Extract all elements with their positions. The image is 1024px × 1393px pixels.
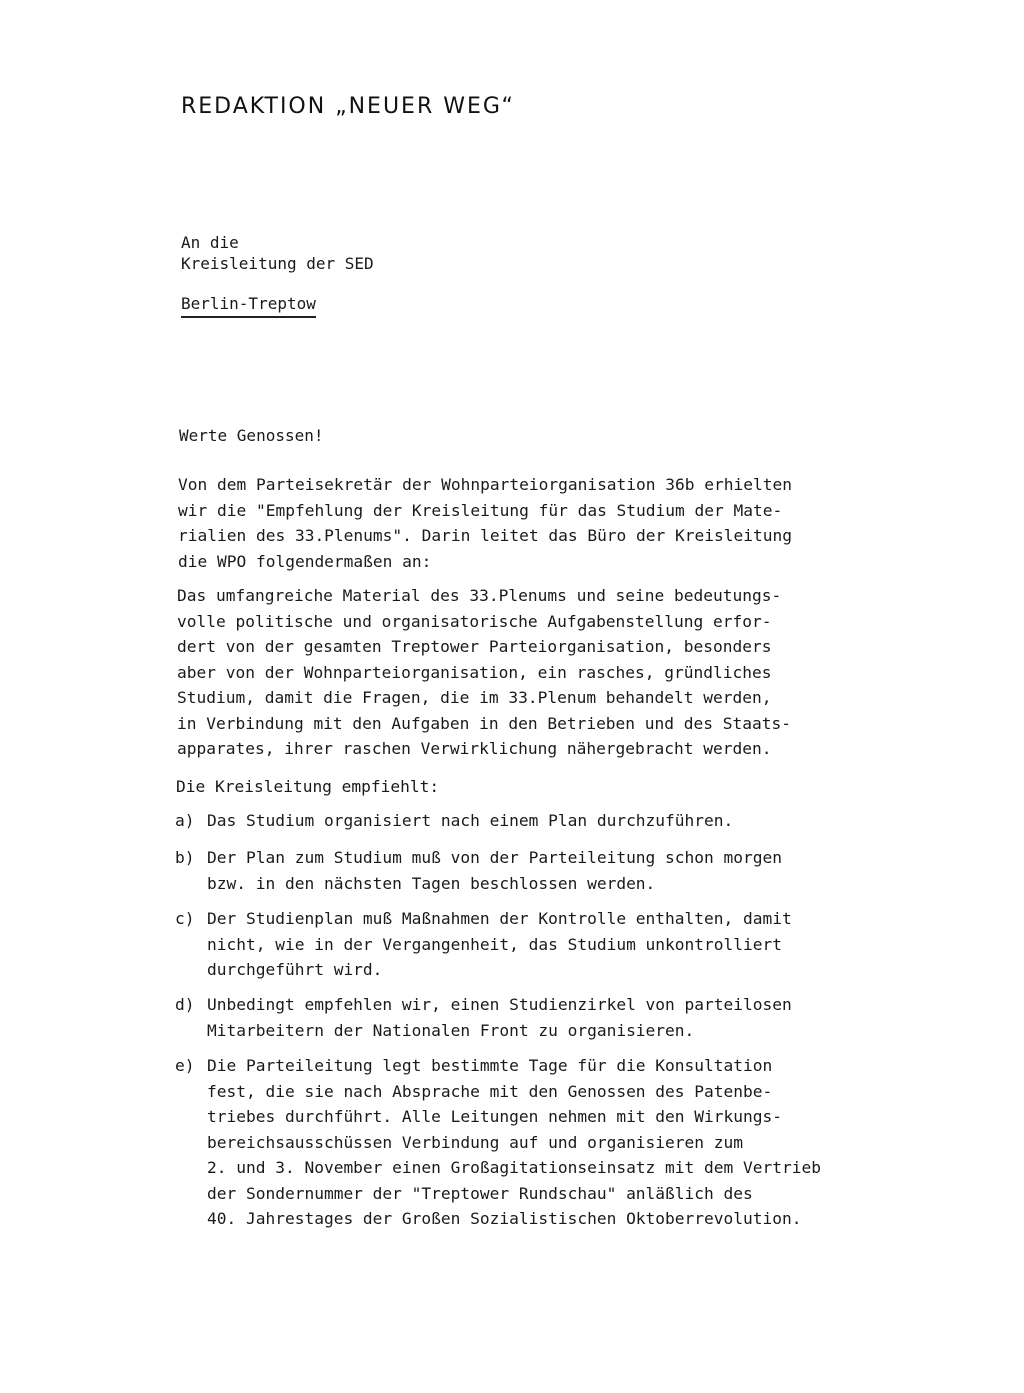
- text-line: Die Parteileitung legt bestimmte Tage für die Konsultation: [207, 1056, 773, 1075]
- text-line: durchgeführt wird.: [207, 960, 383, 979]
- recipient-line-1: An die: [181, 233, 239, 252]
- greeting: Werte Genossen!: [179, 426, 324, 445]
- text-line: Der Plan zum Studium muß von der Parteileitung schon morgen: [207, 848, 782, 867]
- recipient-address: [181, 232, 374, 274]
- intro-paragraph: [178, 472, 792, 574]
- text-line: die WPO folgendermaßen an:: [178, 551, 432, 571]
- text-line: dert von der gesamten Treptower Parteiorganisation, besonders: [177, 637, 772, 656]
- text-line: Mitarbeitern der Nationalen Front zu organisieren.: [207, 1020, 695, 1040]
- recommend-heading: [176, 774, 439, 800]
- text-line: Das umfangreiche Material des 33.Plenums und seine bedeutungs-: [177, 586, 782, 605]
- recipient-line-2: Kreisleitung der SED: [181, 254, 374, 273]
- quoted-paragraph: [177, 583, 791, 762]
- list-item-label: d): [175, 995, 195, 1014]
- text-line: der Sondernummer der "Treptower Rundschau" anläßlich des: [207, 1183, 753, 1203]
- list-item-label: e): [175, 1056, 195, 1075]
- text-line: triebes durchführt. Alle Leitungen nehmen mit den Wirkungs-: [207, 1107, 782, 1126]
- text-line: Das Studium organisiert nach einem Plan durchzuführen.: [207, 811, 734, 830]
- recipient-city: Berlin-Treptow: [181, 294, 316, 318]
- text-line: Unbedingt empfehlen wir, einen Studienzirkel von parteilosen: [207, 995, 792, 1014]
- text-line: wir die "Empfehlung der Kreisleitung für das Studium der Mate-: [178, 500, 783, 520]
- text-line: Studium, damit die Fragen, die im 33.Plenum behandelt werden,: [177, 688, 772, 707]
- letterhead: REDAKTION „NEUER WEG“: [181, 94, 515, 119]
- text-line: nicht, wie in der Vergangenheit, das Studium unkontrolliert: [207, 934, 782, 954]
- text-line: volle politische und organisatorische Aufgabenstellung erfor-: [177, 611, 772, 631]
- text-line: rialien des 33.Plenums". Darin leitet das Büro der Kreisleitung: [178, 526, 792, 545]
- text-line: bereichsausschüssen Verbindung auf und organisieren zum: [207, 1132, 744, 1152]
- text-line: Der Studienplan muß Maßnahmen der Kontrolle enthalten, damit: [207, 909, 792, 928]
- text-line: 2. und 3. November einen Großagitationseinsatz mit dem Vertrieb: [207, 1158, 821, 1177]
- text-line: 40. Jahrestages der Großen Sozialistischen Oktoberrevolution.: [207, 1209, 802, 1228]
- text-line: Die Kreisleitung empfiehlt:: [176, 777, 440, 796]
- text-line: apparates, ihrer raschen Verwirklichung nähergebracht werden.: [177, 739, 772, 758]
- list-item-label: a): [175, 811, 195, 830]
- text-line: fest, die sie nach Absprache mit den Genossen des Patenbe-: [207, 1081, 773, 1101]
- list-item-label: c): [175, 909, 195, 928]
- text-line: aber von der Wohnparteiorganisation, ein rasches, gründliches: [177, 662, 772, 682]
- text-line: Von dem Parteisekretär der Wohnparteiorganisation 36b erhielten: [178, 475, 792, 494]
- text-line: bzw. in den nächsten Tagen beschlossen werden.: [207, 873, 656, 893]
- text-line: in Verbindung mit den Aufgaben in den Betrieben und des Staats-: [177, 713, 791, 733]
- list-item-label: b): [175, 848, 195, 867]
